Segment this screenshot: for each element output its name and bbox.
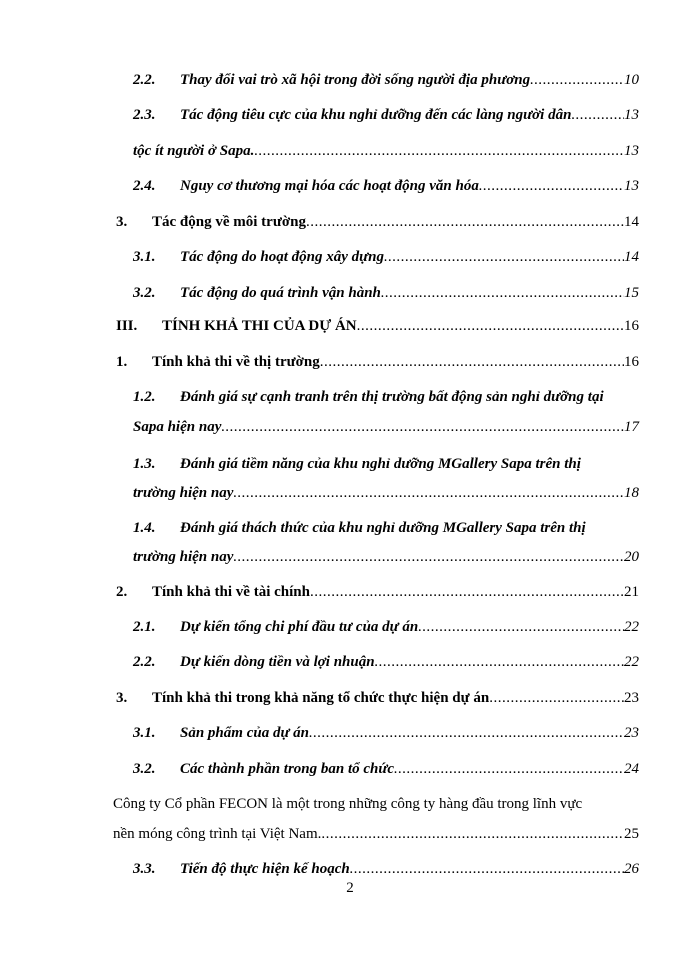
toc-entry-title: Đánh giá tiềm năng của khu nghỉ dưỡng MGallery Sapa trên thị — [180, 456, 581, 472]
toc-entry — [0, 452, 700, 476]
toc-entry-title: Dự kiến dòng tiền và lợi nhuận — [180, 654, 375, 670]
toc-entry-continuation — [0, 139, 700, 163]
toc-entry-title: Các thành phần trong ban tổ chức — [180, 761, 395, 777]
toc-leader-dots — [306, 210, 624, 234]
toc-entry — [0, 245, 700, 269]
toc-entry-continuation — [0, 415, 700, 439]
toc-page-number: 26 — [624, 861, 639, 877]
toc-leader-dots — [309, 721, 624, 745]
toc-entry-title: Tiến độ thực hiện kế hoạch — [180, 861, 350, 877]
toc-entry-number: 1. — [116, 354, 128, 370]
toc-page-number: 15 — [624, 285, 639, 301]
toc-entry-title: Sapa hiện nay — [133, 419, 222, 435]
toc-page-number: 22 — [624, 619, 639, 635]
toc-page-number: 25 — [624, 826, 639, 842]
toc-entry-number: 3.1. — [133, 725, 156, 741]
toc-entry — [0, 721, 700, 745]
toc-entry-title: Tính khả thi trong khả năng tổ chức thực hiện dự án — [152, 690, 490, 706]
toc-entry-title: Tác động tiêu cực của khu nghỉ dưỡng đến các làng người dân — [180, 107, 572, 123]
toc-leader-dots — [357, 314, 624, 338]
toc-page-number: 17 — [624, 419, 639, 435]
toc-leader-dots — [375, 650, 624, 674]
toc-entry-title: Nguy cơ thương mại hóa các hoạt động văn hóa — [180, 178, 479, 194]
toc-leader-dots — [479, 174, 624, 198]
toc-page-number: 13 — [624, 178, 639, 194]
toc-entry-number: 3.2. — [133, 285, 156, 301]
toc-entry-title: Tác động do quá trình vận hành — [180, 285, 381, 301]
toc-entry-number: 3.1. — [133, 249, 156, 265]
toc-plain-entry-continuation — [0, 822, 700, 846]
toc-plain-entry — [0, 792, 700, 816]
toc-leader-dots — [381, 281, 624, 305]
toc-leader-dots — [394, 757, 624, 781]
toc-entry-title: Tính khả thi về thị trường — [152, 354, 320, 370]
toc-entry — [0, 757, 700, 781]
toc-entry-number: 2.2. — [133, 654, 156, 670]
toc-leader-dots — [418, 615, 624, 639]
toc-page-number: 20 — [624, 549, 639, 565]
toc-entry-title: Thay đổi vai trò xã hội trong đời sống người địa phương — [180, 72, 531, 88]
toc-entry — [0, 314, 700, 338]
toc-page-number: 23 — [624, 725, 639, 741]
toc-leader-dots — [384, 245, 624, 269]
toc-page-number: 10 — [624, 72, 639, 88]
toc-entry-title: TÍNH KHẢ THI CỦA DỰ ÁN — [162, 318, 357, 334]
toc-entry-number: 3. — [116, 690, 128, 706]
toc-entry — [0, 210, 700, 234]
toc-entry — [0, 516, 700, 540]
toc-entry-title: Tác động do hoạt động xây dựng — [180, 249, 385, 265]
toc-page-number: 13 — [624, 143, 639, 159]
toc-entry — [0, 103, 700, 127]
toc-entry-title: trường hiện nay — [133, 549, 234, 565]
toc-page-number: 23 — [624, 690, 639, 706]
toc-entry — [0, 857, 700, 881]
toc-leader-dots — [254, 139, 624, 163]
toc-leader-dots — [221, 415, 624, 439]
toc-entry — [0, 580, 700, 604]
toc-page-number: 22 — [624, 654, 639, 670]
toc-entry-number: 2.3. — [133, 107, 156, 123]
toc-entry-number: 1.3. — [133, 456, 156, 472]
toc-entry-title: Đánh giá thách thức của khu nghỉ dưỡng MGallery Sapa trên thị — [180, 520, 586, 536]
toc-entry — [0, 385, 700, 409]
toc-entry-title: nền móng công trình tại Việt Nam. — [113, 826, 322, 842]
toc-page-number: 13 — [624, 107, 639, 123]
toc-entry-title: Đánh giá sự cạnh tranh trên thị trường bất động sản nghỉ dưỡng tại — [180, 389, 604, 405]
toc-entry-continuation — [0, 545, 700, 569]
toc-entry-title: Tác động về môi trường — [152, 214, 306, 230]
toc-entry-number: 2.1. — [133, 619, 156, 635]
toc-entry-number: 3. — [116, 214, 128, 230]
toc-page-number: 14 — [624, 214, 639, 230]
toc-entry — [0, 650, 700, 674]
toc-page-number: 14 — [624, 249, 639, 265]
toc-entry-title: Sản phẩm của dự án — [180, 725, 310, 741]
toc-leader-dots — [489, 686, 624, 710]
toc-entry-continuation — [0, 481, 700, 505]
toc-entry-number: 3.3. — [133, 861, 156, 877]
toc-entry — [0, 686, 700, 710]
toc-entry-number: 2.4. — [133, 178, 156, 194]
toc-entry-number: 2.2. — [133, 72, 156, 88]
toc-page-number: 24 — [624, 761, 639, 777]
toc-leader-dots — [571, 103, 624, 127]
toc-entry-title: Tính khả thi về tài chính — [152, 584, 310, 600]
toc-entry — [0, 615, 700, 639]
toc-leader-dots — [310, 580, 624, 604]
toc-leader-dots — [321, 822, 624, 846]
toc-page-number: 18 — [624, 485, 639, 501]
toc-entry-number: 1.2. — [133, 389, 156, 405]
toc-entry-number: III. — [116, 318, 138, 334]
toc-entry — [0, 68, 700, 92]
toc-entry-title: Dự kiến tổng chi phí đầu tư của dự án — [180, 619, 419, 635]
toc-leader-dots — [233, 481, 624, 505]
toc-entry — [0, 350, 700, 374]
toc-entry-title: Công ty Cổ phần FECON là một trong những công ty hàng đầu trong lĩnh vực — [113, 796, 583, 812]
toc-leader-dots — [350, 857, 624, 881]
toc-leader-dots — [530, 68, 624, 92]
toc-entry — [0, 281, 700, 305]
toc-page-number: 16 — [624, 318, 639, 334]
toc-entry-number: 1.4. — [133, 520, 156, 536]
toc-entry-number: 3.2. — [133, 761, 156, 777]
toc-entry-title: tộc ít người ở Sapa. — [133, 143, 255, 159]
toc-entry-title: trường hiện nay — [133, 485, 234, 501]
toc-page-number: 21 — [624, 584, 639, 600]
toc-leader-dots — [233, 545, 624, 569]
toc-entry — [0, 174, 700, 198]
page-number-footer: 2 — [346, 880, 354, 896]
toc-page-number: 16 — [624, 354, 639, 370]
toc-entry-number: 2. — [116, 584, 128, 600]
toc-leader-dots — [320, 350, 624, 374]
